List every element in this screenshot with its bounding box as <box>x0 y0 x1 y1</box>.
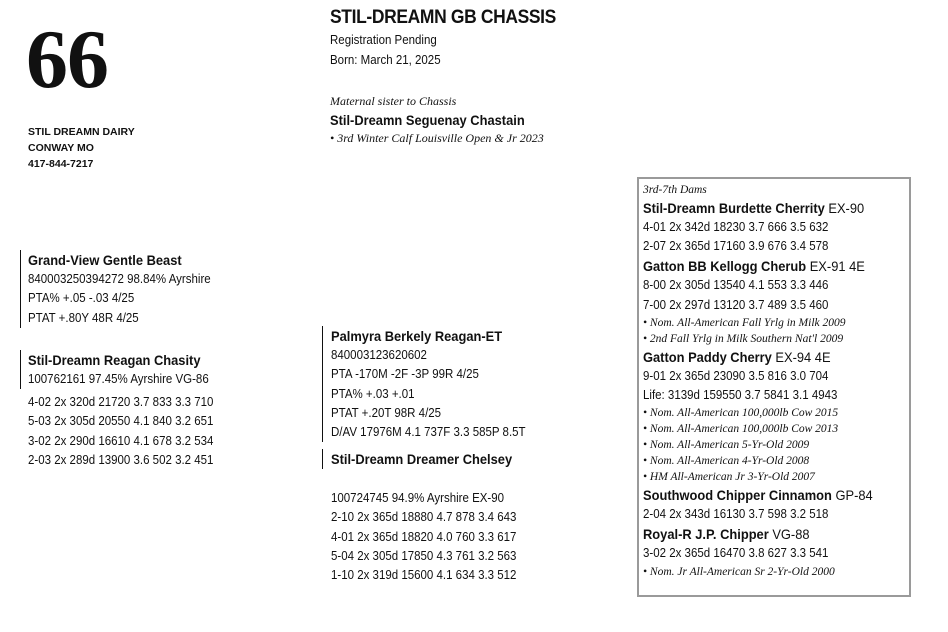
dam-entry-record: 8-00 2x 305d 13540 4.1 553 3.3 446 <box>643 278 829 293</box>
maternal-grandsire-line: PTA -170M -2F -3P 99R 4/25 <box>331 367 479 382</box>
consignor-name: STIL DREAMN DAIRY <box>28 126 135 138</box>
dam-entry-name: Royal-R J.P. Chipper VG-88 <box>643 526 810 543</box>
dam-entry-award: • Nom. All-American 5-Yr-Old 2009 <box>643 439 810 452</box>
maternal-sister-note: Maternal sister to Chassis <box>330 94 457 108</box>
maternal-grandsire-section <box>322 326 542 442</box>
maternal-granddam-records <box>331 489 533 585</box>
dam-entry-record: 7-00 2x 297d 13120 3.7 489 3.5 460 <box>643 297 829 312</box>
dam-entry-name: Stil-Dreamn Burdette Cherrity EX-90 <box>643 200 865 216</box>
maternal-granddam-record: 2-10 2x 365d 18880 4.7 878 3.4 643 <box>331 510 517 525</box>
consignor-location: CONWAY MO <box>28 142 94 154</box>
dams-box <box>637 177 911 597</box>
maternal-grandsire-name: Palmyra Berkely Reagan-ET <box>331 328 503 344</box>
dam-entry-award: • Nom. All-American 100,000lb Cow 2015 <box>643 407 839 420</box>
dam-entry-record: 9-01 2x 365d 23090 3.5 816 3.0 704 <box>643 368 829 383</box>
maternal-sister-award: • 3rd Winter Calf Louisville Open & Jr 2023 <box>330 131 544 145</box>
lot-number: 66 <box>26 13 108 106</box>
registration-status: Registration Pending <box>330 33 437 47</box>
maternal-grandsire-line: D/AV 17976M 4.1 737F 3.3 585P 8.5T <box>331 425 526 440</box>
dam-record: 3-02 2x 290d 16610 4.1 678 3.2 534 <box>28 433 214 448</box>
dam-entry-award: • 2nd Fall Yrlg in Milk Southern Nat'l 2009 <box>643 332 844 345</box>
dam-entry-award: • Nom. All-American 4-Yr-Old 2008 <box>643 455 810 468</box>
dam-record: 2-03 2x 289d 13900 3.6 502 3.2 451 <box>28 452 214 467</box>
dam-record: 4-02 2x 320d 21720 3.7 833 3.3 710 <box>28 395 214 409</box>
birth-date: Born: March 21, 2025 <box>330 53 441 67</box>
dam-entry-record: 2-07 2x 365d 17160 3.9 676 3.4 578 <box>643 239 829 254</box>
animal-header <box>330 6 576 70</box>
dam-entry-name: Gatton Paddy Cherry EX-94 4E <box>643 348 831 365</box>
dam-entry-name: Southwood Chipper Cinnamon GP-84 <box>643 487 873 504</box>
maternal-granddam-name: Stil-Dreamn Dreamer Chelsey <box>331 451 513 467</box>
sire-line: PTAT +.80Y 48R 4/25 <box>28 310 139 325</box>
dam-entry-name: Gatton BB Kellogg Cherub EX-91 4E <box>643 258 865 275</box>
maternal-granddam-section <box>322 449 528 469</box>
sire-line: 840003250394272 98.84% Ayrshire <box>28 272 211 286</box>
dam-name: Stil-Dreamn Reagan Chasity <box>28 352 201 368</box>
consignor-phone: 417-844-7217 <box>28 158 94 170</box>
sire-line: PTA% +.05 -.03 4/25 <box>28 291 135 306</box>
sire-section <box>20 250 227 328</box>
dam-records <box>28 393 230 470</box>
dam-entry-record: 4-01 2x 342d 18230 3.7 666 3.5 632 <box>643 220 829 234</box>
animal-name: STIL-DREAMN GB CHASSIS <box>330 7 556 28</box>
dam-entry-record: 3-02 2x 365d 16470 3.8 627 3.3 541 <box>643 546 829 561</box>
maternal-sister-section <box>330 93 544 147</box>
maternal-grandsire-line: PTAT +.20T 98R 4/25 <box>331 405 442 420</box>
dam-id-line: 100762161 97.45% Ayrshire VG-86 <box>28 372 209 386</box>
dam-section <box>20 350 224 389</box>
dam-entry-award: • Nom. All-American 100,000lb Cow 2013 <box>643 423 839 436</box>
dam-entry-record: Life: 3139d 159550 3.7 5841 3.1 4943 <box>643 388 838 403</box>
maternal-granddam-record: 1-10 2x 319d 15600 4.1 634 3.3 512 <box>331 568 517 583</box>
dam-entry-record: 2-04 2x 343d 16130 3.7 598 3.2 518 <box>643 507 829 522</box>
maternal-grandsire-line: 840003123620602 <box>331 348 427 362</box>
sire-name: Grand-View Gentle Beast <box>28 252 182 268</box>
dam-entry-award: • Nom. All-American Fall Yrlg in Milk 2009 <box>643 316 846 329</box>
maternal-sister-name: Stil-Dreamn Seguenay Chastain <box>330 112 525 128</box>
dam-entry-award: • HM All-American Jr 3-Yr-Old 2007 <box>643 471 815 484</box>
dam-record: 5-03 2x 305d 20550 4.1 840 3.2 651 <box>28 414 214 429</box>
maternal-grandsire-line: PTA% +.03 +.01 <box>331 386 415 401</box>
consignor-info <box>28 124 135 172</box>
maternal-granddam-record: 5-04 2x 305d 17850 4.3 761 3.2 563 <box>331 548 517 563</box>
maternal-granddam-id-line: 100724745 94.9% Ayrshire EX-90 <box>331 491 505 505</box>
dams-box-heading: 3rd-7th Dams <box>643 184 707 196</box>
maternal-granddam-record: 4-01 2x 365d 18820 4.0 760 3.3 617 <box>331 529 517 544</box>
dam-entry-award: • Nom. Jr All-American Sr 2-Yr-Old 2000 <box>643 565 835 578</box>
